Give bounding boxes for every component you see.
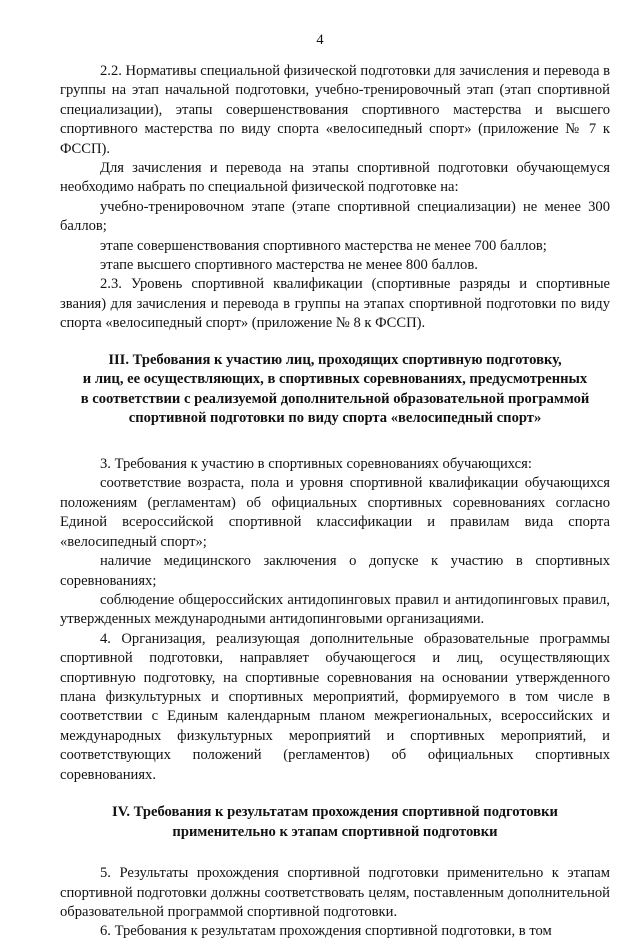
section-heading-4 (60, 803, 610, 842)
document-body (60, 62, 610, 942)
paragraph-scores-intro: Для зачисления и перевода на этапы спортивной подготовки обучающемуся необходимо набрать по специальной физической подготовке на: (60, 160, 610, 196)
page-number: 4 (316, 32, 324, 48)
paragraph-2-2: 2.2. Нормативы специальной физической подготовки для зачисления и перевода в группы на этап начальной подготовки, учебно-тренировочный этап (этап спортивной специализации), этапы совершенствования спортивного мастерства и высшего спортивного мастерства по виду спорта «велосипедный спорт» (приложение № 7 к ФССП). (60, 63, 610, 157)
paragraph-3-item-3: соблюдение общероссийских антидопинговых правил и антидопинговых правил, утвержденных международными антидопинговыми организациями. (60, 591, 610, 628)
paragraph-scores-item-2: этапе совершенствования спортивного мастерства не менее 700 баллов; (100, 237, 547, 254)
spacer (60, 334, 610, 351)
paragraph-scores-item-1: учебно-тренировочном этапе (этапе спортивной специализации) не менее 300 баллов; (60, 198, 610, 235)
spacer (60, 429, 610, 455)
paragraph-scores-item-3: этапе высшего спортивного мастерства не менее 800 баллов. (100, 257, 478, 274)
paragraph-5: 5. Результаты прохождения спортивной подготовки применительно к этапам спортивной подготовки должны соответствовать целям, поставленным дополнительной образовательной программой спортивной подготовки. (60, 865, 610, 920)
section-heading-3 (60, 351, 610, 429)
section-heading-4-line-2: применительно к этапам спортивной подготовки (172, 823, 498, 840)
paragraph-3: 3. Требования к участию в спортивных соревнованиях обучающихся: (100, 456, 532, 473)
section-heading-3-line-2: и лиц, ее осуществляющих, в спортивных соревнованиях, предусмотренных (82, 371, 588, 388)
paragraph-4: 4. Организация, реализующая дополнительные образовательные программы спортивной подготовки, направляет обучающегося и лиц, осуществляющих спортивную подготовку, на спортивные соревнования на основании утвержденного плана физкультурных и спортивных мероприятий, формируемого в том числе в соответствии с Единым календарным планом межрегиональных, всероссийских и международных физкультурных мероприятий и спортивных мероприятий, и соответствующих положений (регламентов) об официальных спортивных соревнованиях. (60, 630, 610, 783)
paragraph-2-3: 2.3. Уровень спортивной квалификации (спортивные разряды и спортивные звания) для зачисления и перевода в группы на этапах спортивной подготовки по виду спорта «велосипедный спорт» (приложение № 8 к ФССП). (60, 276, 610, 332)
paragraph-3-item-1: соответствие возраста, пола и уровня спортивной квалификации обучающихся положениям (регламентам) об официальных спортивных соревнованиях согласно Единой всероссийской спортивной классификации и правилам вида спорта «велосипедный спорт»; (60, 475, 610, 550)
paragraph-6: 6. Требования к результатам прохождения спортивной подготовки, в том (100, 923, 552, 940)
spacer (60, 785, 610, 803)
spacer (60, 842, 610, 864)
section-heading-3-line-3: в соответствии с реализуемой дополнительной образовательной программой (80, 390, 590, 407)
section-heading-3-line-4: спортивной подготовки по виду спорта «велосипедный спорт» (128, 410, 542, 427)
section-heading-3-line-1: III. Требования к участию лиц, проходящих спортивную подготовку, (108, 351, 562, 368)
section-heading-4-line-1: IV. Требования к результатам прохождения спортивной подготовки (112, 803, 558, 820)
paragraph-3-item-2: наличие медицинского заключения о допуске к участию в спортивных соревнованиях; (60, 553, 610, 589)
